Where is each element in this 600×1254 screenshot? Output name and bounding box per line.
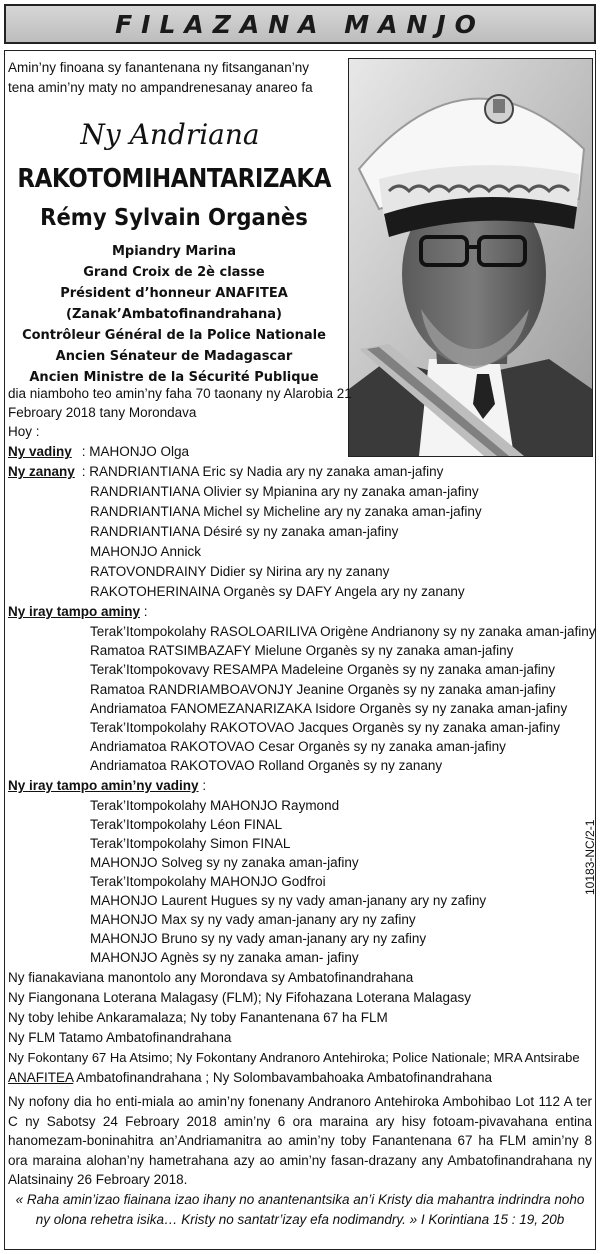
hoy-label: Hoy : — [8, 424, 40, 439]
inlaw-item: MAHONJO Bruno sy ny vady aman-janany ary ny zafiny — [90, 931, 427, 946]
anafitea-underlined: ANAFITEA — [8, 1070, 74, 1085]
title-line: Ancien Ministre de la Sécurité Publique — [29, 370, 319, 385]
child-item: MAHONJO Annick — [90, 544, 202, 559]
inlaw-item: Terak’Itompokolahy MAHONJO Raymond — [90, 798, 340, 813]
bible-quote: « Raha amin’izao fiainana izao ihany no anantenantsika an’i Kristy dia mahantra indrindra noho ny olona rehetra isika… Kristy no santatr’izay efa nodimandry. » I Korintiana 15 : 19, 20b — [15, 1192, 585, 1227]
organization-line — [8, 1068, 492, 1088]
sibling-item: Terak’Itompokolahy RASOLOARILIVA Origène Andrianony sy ny zanaka aman-jafiny — [90, 624, 596, 639]
spouse-name: : MAHONJO Olga — [81, 444, 190, 459]
child-item: RANDRIANTIANA Olivier sy Mpianina ary ny zanaka aman-jafiny — [90, 484, 479, 499]
title-line: (Zanak’Ambatofinandrahana) — [66, 307, 282, 322]
header-banner — [4, 4, 596, 44]
children-label: Ny zanany — [8, 464, 75, 479]
ceremony-paragraph: Ny nofony dia ho enti-miala ao amin’ny fonenany Andranoro Antehiroka Ambohibao Lot 112 A ter C ny Sabotsy 24 Febroary 2018 amin’ny 6 ora maraina ary hisy fotoam-pivavahana entina hanomezam-boninahitra an’Andriamanitra ao amin’ny toby Fanantenana 67 ha FLM amin’ny 8 ora maraina alohan’ny hametrahana azy ao amin’ny fasan-drazany any Ambatofinandrahana ny Alatsinainy 26 Febroary 2018. — [8, 1094, 592, 1187]
child-item: RANDRIANTIANA Désiré sy ny zanaka aman-jafiny — [90, 524, 399, 539]
deceased-titles — [0, 241, 348, 388]
honorific-prefix: Ny Andriana — [80, 118, 260, 151]
inlaw-item: Terak’Itompokolahy Léon FINAL — [90, 817, 283, 832]
inlaw-item: MAHONJO Laurent Hugues sy ny vady aman-janany ary ny zafiny — [90, 893, 487, 908]
sibling-item: Terak’Itompokovavy RESAMPA Madeleine Organès sy ny zanaka aman-jafiny — [90, 662, 555, 677]
organization-line-rest: Ambatofinandrahana ; Ny Solombavambahoaka Ambatofinandrahana — [73, 1070, 493, 1085]
title-line: Contrôleur Général de la Police Nationale — [22, 328, 326, 343]
sibling-item: Ramatoa RANDRIAMBOAVONJY Jeanine Organès sy ny zanaka aman-jafiny — [90, 682, 556, 697]
child-item: : RANDRIANTIANA Eric sy Nadia ary ny zanaka aman-jafiny — [81, 464, 444, 479]
siblings-row — [8, 602, 148, 622]
organization-line: Ny Fokontany 67 Ha Atsimo; Ny Fokontany Andranoro Antehiroka; Police Nationale; MRA Antsirabe — [8, 1050, 580, 1065]
intro-text: Amin’ny finoana sy fanantenana ny fitsanganan’ny tena amin’ny maty no ampandrenesanay anareo fa — [8, 60, 313, 95]
inlaw-item: Terak’Itompokolahy Simon FINAL — [90, 836, 291, 851]
organization-line: Ny fianakaviana manontolo any Morondava sy Ambatofinandrahana — [8, 970, 414, 985]
siblings-colon: : — [140, 604, 148, 619]
title-line: Ancien Sénateur de Madagascar — [55, 349, 293, 364]
inlaw-item: MAHONJO Max sy ny vady aman-janany ary ny zafiny — [90, 912, 416, 927]
spouse-row — [8, 442, 189, 462]
death-line-1: dia niamboho teo amin’ny faha 70 taonany ny Alarobia 21 — [8, 386, 352, 401]
spouse-label: Ny vadiny — [8, 444, 72, 459]
child-item: RANDRIANTIANA Michel sy Micheline ary ny zanaka aman-jafiny — [90, 504, 482, 519]
sibling-item: Ramatoa RATSIMBAZAFY Mielune Organès sy ny zanaka aman-jafiny — [90, 643, 514, 658]
death-line-2: Febroary 2018 tany Morondava — [8, 405, 197, 420]
sibling-item: Terak’Itompokolahy RAKOTOVAO Jacques Organès sy ny zanaka aman-jafiny — [90, 720, 560, 735]
header-title: FILAZANA MANJO — [115, 9, 485, 39]
sibling-item: Andriamatoa FANOMEZANARIZAKA Isidore Organès sy ny zanaka aman-jafiny — [90, 701, 568, 716]
deceased-given-names: Rémy Sylvain Organès — [40, 203, 308, 231]
child-item: RATOVONDRAINY Didier sy Nirina ary ny zanany — [90, 564, 390, 579]
inlaw-item: MAHONJO Agnès sy ny zanaka aman- jafiny — [90, 950, 359, 965]
inlaws-row — [8, 776, 206, 796]
sibling-item: Andriamatoa RAKOTOVAO Cesar Organès sy ny zanaka aman-jafiny — [90, 739, 506, 754]
inlaws-colon: : — [198, 778, 207, 793]
siblings-label: Ny iray tampo aminy — [8, 604, 141, 619]
children-row — [8, 462, 443, 482]
deceased-surname: RAKOTOMIHANTARIZAKA — [17, 164, 332, 194]
inlaw-item: MAHONJO Solveg sy ny zanaka aman-jafiny — [90, 855, 359, 870]
reference-code: 10183-NC/2-1 — [583, 819, 597, 895]
organization-line: Ny Fiangonana Loterana Malagasy (FLM); Ny Fifohazana Loterana Malagasy — [8, 990, 471, 1005]
inlaws-label: Ny iray tampo amin’ny vadiny — [8, 778, 199, 793]
organization-line: Ny toby lehibe Ankaramalaza; Ny toby Fanantenana 67 ha FLM — [8, 1010, 388, 1025]
sibling-item: Andriamatoa RAKOTOVAO Rolland Organès sy ny zanany — [90, 758, 443, 773]
organization-line: Ny FLM Tatamo Ambatofinandrahana — [8, 1030, 232, 1045]
title-line: Président d’honneur ANAFITEA — [60, 286, 288, 301]
portrait-photo — [348, 58, 593, 457]
portrait-illustration — [349, 59, 592, 456]
inlaw-item: Terak’Itompokolahy MAHONJO Godfroi — [90, 874, 326, 889]
title-line: Mpiandry Marina — [111, 244, 237, 259]
title-line: Grand Croix de 2è classe — [83, 265, 265, 280]
child-item: RAKOTOHERINAINA Organès sy DAFY Angela ary ny zanany — [90, 584, 465, 599]
